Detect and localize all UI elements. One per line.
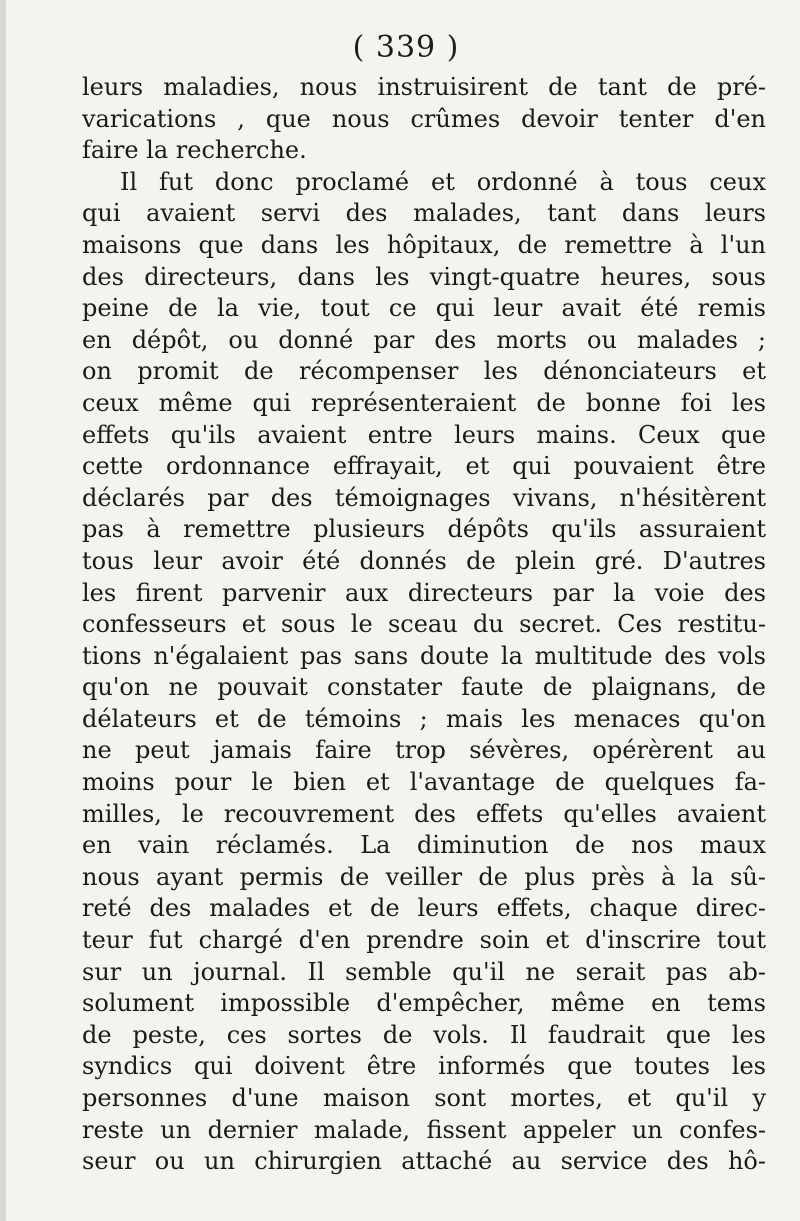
text-line: personnes d'une maison sont mortes, et qu'il y xyxy=(82,1084,766,1112)
text-line: reté des malades et de leurs effets, chaque direc- xyxy=(82,894,766,923)
text-line: milles, le recouvrement des effets qu'elles avaient xyxy=(82,799,766,828)
text-line: tions n'égalaient pas sans doute la multitude des vols xyxy=(82,641,766,670)
text-line: effets qu'ils avaient entre leurs mains. Ceux que xyxy=(82,420,766,449)
text-line: Il fut donc proclamé et ordonné à tous ceux xyxy=(120,167,766,196)
text-line: cette ordonnance effrayait, et qui pouvaient être xyxy=(82,452,766,481)
text-line: on promit de récompenser les dénonciateurs et xyxy=(82,357,766,386)
text-line: de peste, ces sortes de vols. Il faudrait que les xyxy=(82,1020,766,1049)
text-line: délateurs et de témoins ; mais les menaces qu'on xyxy=(82,704,766,733)
text-line: peine de la vie, tout ce qui leur avait été remis xyxy=(82,294,766,323)
text-line: des directeurs, dans les vingt-quatre heures, sous xyxy=(82,262,766,291)
text-line: faire la recherche. xyxy=(82,136,307,165)
text-line: nous ayant permis de veiller de plus près à la sû- xyxy=(82,862,766,891)
text-line: pas à remettre plusieurs dépôts qu'ils assuraient xyxy=(82,515,766,544)
text-line: teur fut chargé d'en prendre soin et d'inscrire tout xyxy=(82,926,766,955)
text-line: maisons que dans les hôpitaux, de remettre à l'un xyxy=(82,230,766,259)
text-line: confesseurs et sous le sceau du secret. Ces restitu- xyxy=(82,610,766,639)
text-line: leurs maladies, nous instruisirent de tant de pré- xyxy=(82,73,766,101)
text-line: syndics qui doivent être informés que toutes les xyxy=(82,1052,766,1081)
text-line: sur un journal. Il semble qu'il ne serait pas ab- xyxy=(82,957,766,986)
text-line: seur ou un chirurgien attaché au service des hô- xyxy=(82,1147,766,1176)
text-line: ne peut jamais faire trop sévères, opérèrent au xyxy=(82,736,766,765)
text-line: moins pour le bien et l'avantage de quelques fa- xyxy=(82,768,766,797)
text-line: les firent parvenir aux directeurs par la voie des xyxy=(82,578,766,607)
text-line: tous leur avoir été donnés de plein gré. D'autres xyxy=(82,546,766,575)
body-text xyxy=(82,72,766,1178)
text-line: reste un dernier malade, fissent appeler un confes- xyxy=(82,1115,766,1144)
text-line: en dépôt, ou donné par des morts ou malades ; xyxy=(82,325,766,354)
text-line: solument impossible d'empêcher, même en tems xyxy=(82,989,766,1018)
page-number: ( 339 ) xyxy=(352,30,460,65)
text-line: qu'on ne pouvait constater faute de plaignans, de xyxy=(82,673,766,702)
text-line: qui avaient servi des malades, tant dans leurs xyxy=(82,199,766,228)
text-line: déclarés par des témoignages vivans, n'hésitèrent xyxy=(82,483,766,512)
text-line: en vain réclamés. La diminution de nos maux xyxy=(82,831,766,860)
text-line: varications , que nous crûmes devoir tenter d'en xyxy=(82,104,766,133)
text-line: ceux même qui représenteraient de bonne foi les xyxy=(82,388,766,417)
